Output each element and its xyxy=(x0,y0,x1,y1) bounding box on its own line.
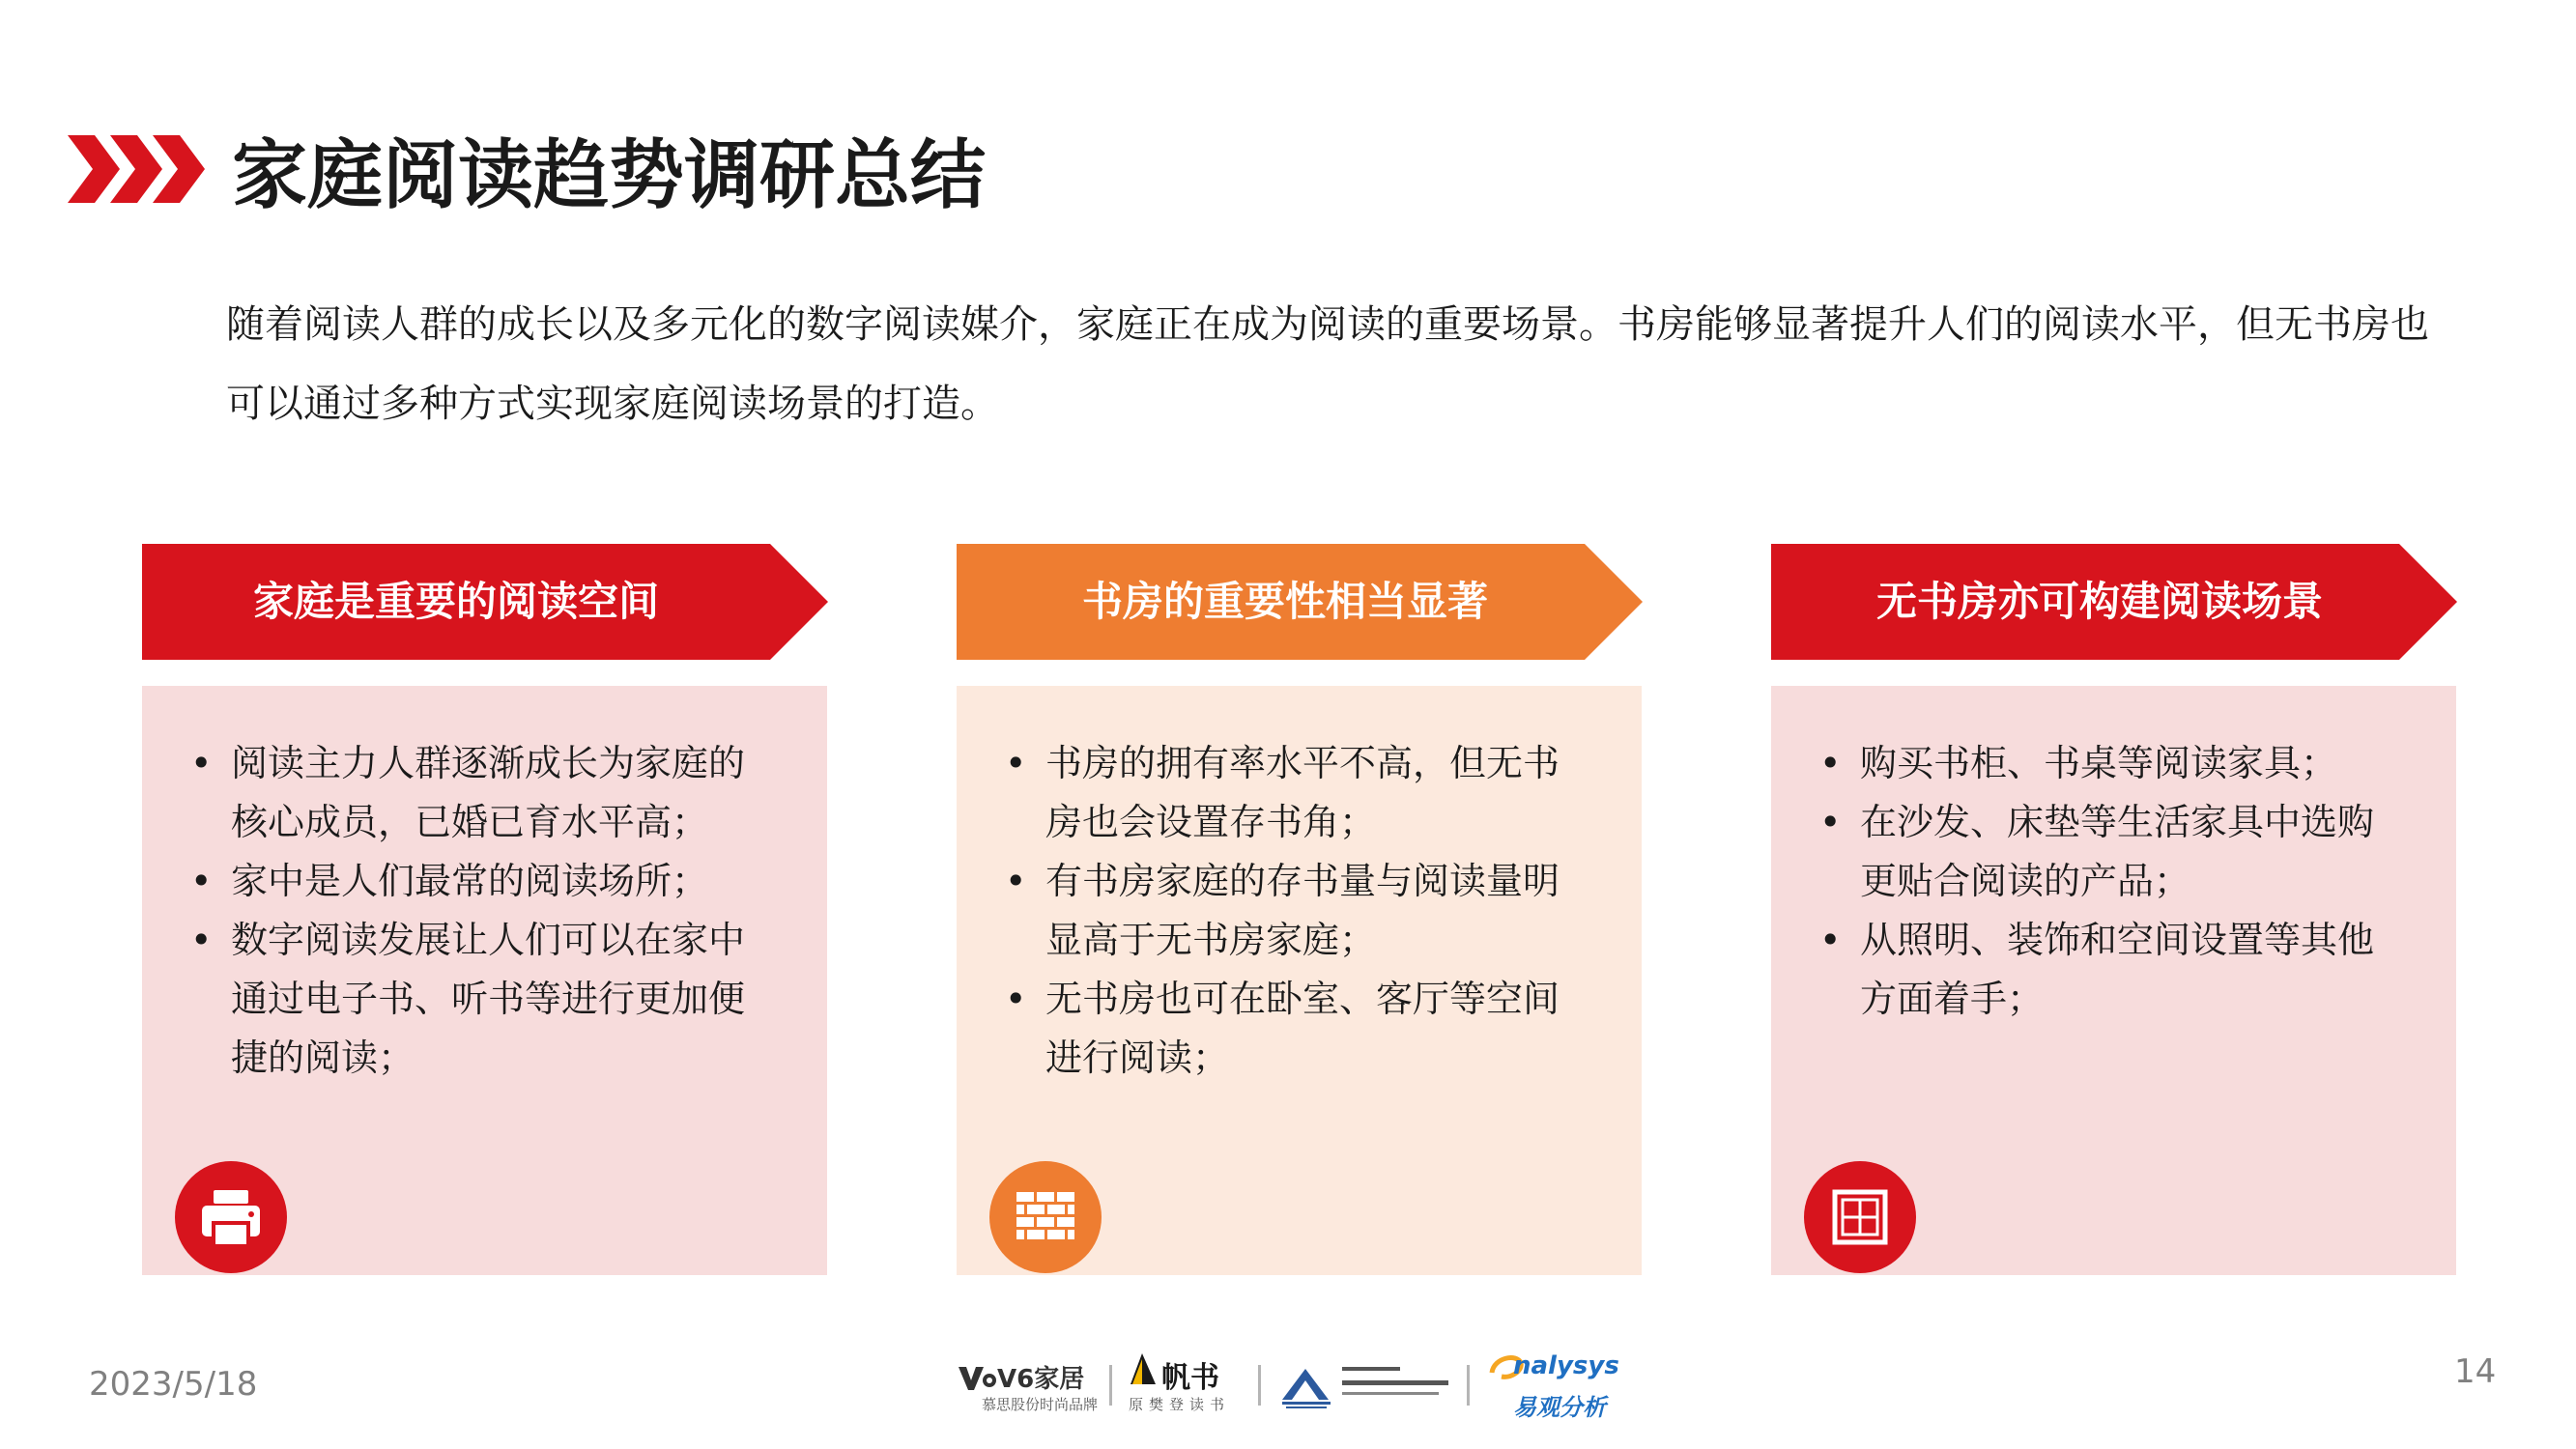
bullet-list xyxy=(190,734,770,1088)
card-heading: 书房的重要性相当显著 xyxy=(1081,578,1488,625)
analysys-name: nalysys xyxy=(1513,1351,1619,1380)
v6-tagline: 慕思股份时尚品牌 xyxy=(982,1396,1099,1413)
page-number: 14 xyxy=(2454,1352,2497,1391)
logo-separator xyxy=(1109,1365,1112,1406)
intro-paragraph: 随着阅读人群的成长以及多元化的数字阅读媒介，家庭正在成为阅读的重要场景。书房能够显著提升人们的阅读水平，但无书房也可以通过多种方式实现家庭阅读场景的打造。 xyxy=(226,302,2429,426)
v6-logo xyxy=(957,1348,1102,1425)
analysys-cn-name: 易观分析 xyxy=(1513,1394,1606,1421)
bullet-item: • 阅读主力人群逐渐成长为家庭的核心成员，已婚已育水平高； xyxy=(190,734,770,852)
card-header-2 xyxy=(957,544,1643,660)
window-icon xyxy=(1804,1161,1916,1273)
card-heading: 无书房亦可构建阅读场景 xyxy=(1875,578,2323,625)
institution-logo xyxy=(1280,1348,1454,1425)
page-title: 家庭阅读趋势调研总结 xyxy=(232,132,987,219)
logo-separator xyxy=(1258,1365,1261,1406)
title-chevron-icon xyxy=(68,135,205,203)
bullet-list xyxy=(1819,734,2399,1029)
logo-separator xyxy=(1467,1365,1470,1406)
fanshu-tagline: 原樊登读书 xyxy=(1129,1396,1231,1413)
brick-wall-icon xyxy=(989,1161,1102,1273)
bullet-item: • 家中是人们最常的阅读场所； xyxy=(190,852,770,911)
card-header-3 xyxy=(1771,544,2457,660)
bullet-item: • 无书房也可在卧室、客厅等空间进行阅读； xyxy=(1005,970,1585,1088)
card-body-2 xyxy=(957,686,1642,1275)
mountain-wave-icon xyxy=(1280,1357,1454,1415)
bullet-item: • 从照明、装饰和空间设置等其他方面着手； xyxy=(1819,911,2399,1029)
bullet-item: • 书房的拥有率水平不高，但无书房也会设置存书角； xyxy=(1005,734,1585,852)
bullet-item: • 数字阅读发展让人们可以在家中通过电子书、听书等进行更加便捷的阅读； xyxy=(190,911,770,1088)
analysys-logo xyxy=(1488,1348,1643,1425)
fanshu-sail-icon xyxy=(1129,1353,1158,1388)
v6-mark-icon xyxy=(957,1361,997,1394)
bullet-item: • 购买书柜、书桌等阅读家具； xyxy=(1819,734,2399,793)
card-body-3 xyxy=(1771,686,2456,1275)
bullet-item: • 在沙发、床垫等生活家具中选购更贴合阅读的产品； xyxy=(1819,793,2399,911)
bullet-list xyxy=(1005,734,1585,1088)
card-body-1 xyxy=(142,686,827,1275)
fanshu-name: 帆书 xyxy=(1161,1361,1219,1395)
bullet-item: • 有书房家庭的存书量与阅读量明显高于无书房家庭； xyxy=(1005,852,1585,970)
fanshu-logo xyxy=(1129,1348,1245,1425)
footer-date: 2023/5/18 xyxy=(89,1365,258,1404)
printer-icon xyxy=(175,1161,287,1273)
v6-name: V6家居 xyxy=(997,1365,1085,1394)
card-heading: 家庭是重要的阅读空间 xyxy=(252,578,659,625)
card-header-1 xyxy=(142,544,828,660)
